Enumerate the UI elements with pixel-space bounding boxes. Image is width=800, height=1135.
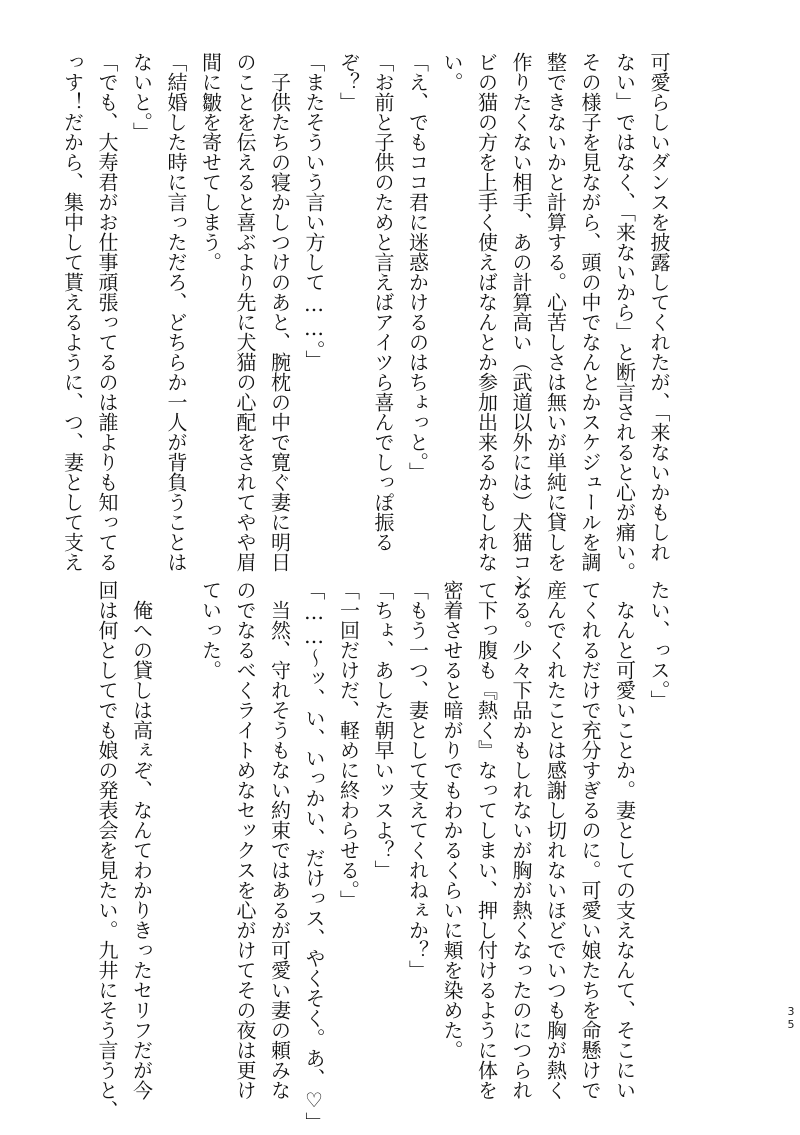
text-line: 産んでくれたことは感謝し切れないほどでいつも胸が熱く bbox=[543, 580, 568, 1100]
text-line: 「え、でもココ君に迷惑かけるのはちょっと。」 bbox=[405, 52, 430, 482]
text-line: 「でも、大寿君がお仕事頑張ってるのは誰よりも知ってる bbox=[95, 52, 119, 572]
text-line: 「もう一つ、妻として支えてくれねぇか？」 bbox=[405, 580, 430, 980]
text-line: なんと可愛いことか。妻としての支えなんて、そこにい bbox=[612, 580, 637, 1100]
text-line: のでなるべくライトめなセックスを心がけてその夜は更け bbox=[233, 580, 257, 1100]
page-number-digit: 3 bbox=[787, 1005, 795, 1018]
text-line: て下っ腹も『熱く』なってしまい、押し付けるように体を bbox=[474, 580, 499, 1100]
text-line: 「……〜ッ、い、いっかい、だけっス、やくそく。あ、♡」 bbox=[302, 580, 326, 1132]
text-line: 「お前と子供のためと言えばアイツら喜んでしっぽ振る bbox=[371, 52, 395, 552]
text-line: たい、っス。」 bbox=[647, 580, 671, 710]
text-line: 間に皺を寄せてしまう。 bbox=[198, 52, 223, 272]
text-line: 「結婚した時に言っただろ、どちらか一人が背負うことは bbox=[164, 52, 188, 572]
text-line: 整できないかと計算する。心苦しさは無いが単純に貸しを bbox=[543, 52, 568, 572]
text-line: 子供たちの寝かしつけのあと、腕枕の中で寛ぐ妻に明日 bbox=[267, 52, 292, 572]
text-line bbox=[159, 580, 194, 1070]
text-line: その様子を見ながら、頭の中でなんとかスケジュールを調 bbox=[578, 52, 602, 572]
page-number bbox=[786, 1005, 796, 1031]
text-line: 密着させると暗がりでもわかるくらいに頬を染めた。 bbox=[440, 580, 464, 1060]
text-line: 可愛らしいダンスを披露してくれたが、「来ないかもしれ bbox=[647, 52, 671, 562]
text-line: てくれるだけで充分すぎるのに。可愛い娘たちを命懸けで bbox=[578, 580, 602, 1100]
upper-text-block bbox=[60, 52, 676, 592]
text-line: 回は何としてでも娘の発表会を見たい。九井にそう言うと、 bbox=[95, 580, 119, 1120]
lower-text-block bbox=[76, 580, 676, 1132]
text-line: 「一回だけだ、軽めに終わらせる。」 bbox=[336, 580, 361, 910]
text-line: ないと。」 bbox=[129, 52, 154, 142]
text-line: ぞ？」 bbox=[336, 52, 361, 112]
text-line: 「ちょ、あした朝早いッスよ？」 bbox=[371, 580, 395, 880]
text-line: い。 bbox=[440, 52, 464, 92]
text-line: ビの猫の方を上手く使えばなんとか参加出来るかもしれな bbox=[474, 52, 499, 572]
text-line: 作りたくない相手、あの計算高い（武道以外には）犬猫コン bbox=[509, 52, 533, 592]
page-number-digit: 5 bbox=[787, 1018, 795, 1031]
text-line: ていった。 bbox=[198, 580, 223, 680]
text-line: ない」ではなく、「来ないから」と断言されると心が痛い。 bbox=[612, 52, 637, 582]
text-line: 俺への貸しは高ぇぞ、なんてわかりきったセリフだが今 bbox=[129, 580, 154, 1100]
text-line: のことを伝えると喜ぶより先に犬猫の心配をされてやや眉 bbox=[233, 52, 257, 572]
text-line: 「またそういう言い方して……。」 bbox=[302, 52, 326, 370]
text-line: 当然、守れそうもない約束ではあるが可愛い妻の頼みな bbox=[267, 580, 292, 1100]
text-line: なる。少々下品かもしれないが胸が熱くなったのにつられ bbox=[509, 580, 533, 1100]
text-line: っす！だから、集中して貰えるように、つ、妻として支え bbox=[60, 52, 85, 572]
